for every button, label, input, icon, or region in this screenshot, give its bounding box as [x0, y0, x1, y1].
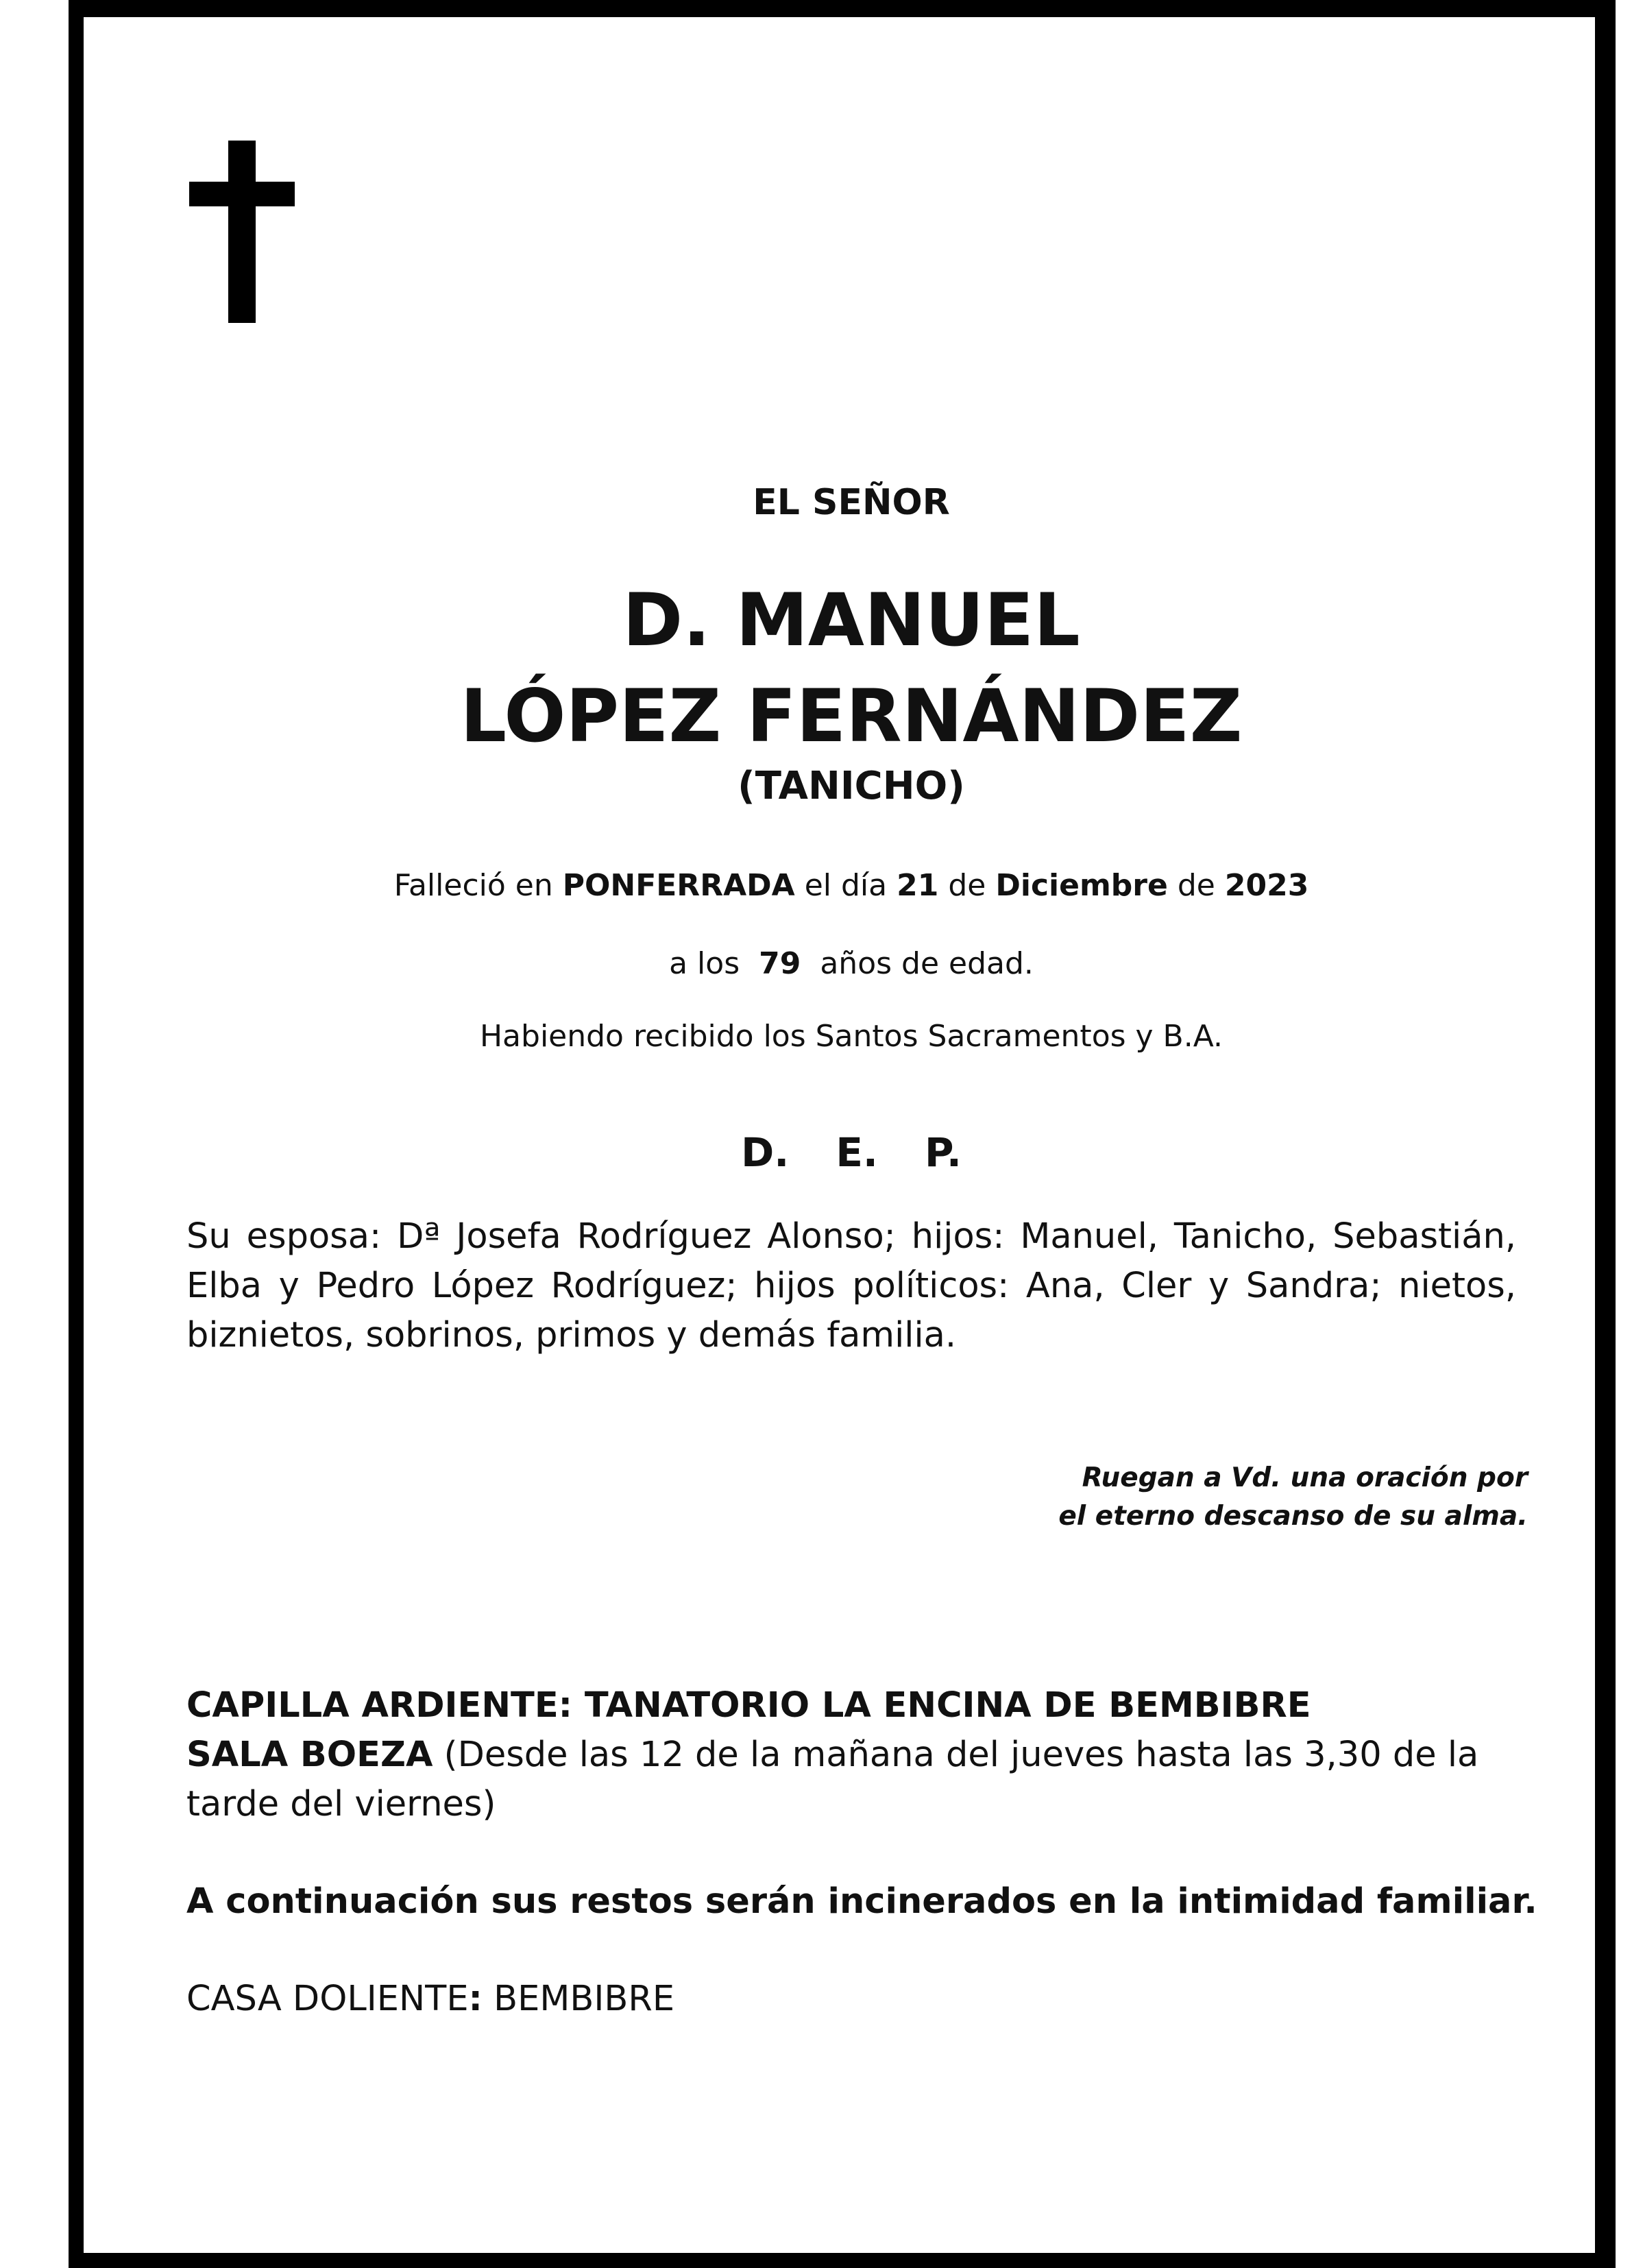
house-info: CASA DOLIENTE: BEMBIBRE: [186, 1979, 675, 2019]
death-month: Diciembre: [995, 868, 1168, 903]
chapel-label: CAPILLA ARDIENTE: [186, 1685, 559, 1726]
deceased-nickname: (TANICHO): [738, 764, 965, 808]
house-value: BEMBIBRE: [494, 1979, 675, 2019]
death-day: 21: [897, 868, 939, 903]
death-city: PONFERRADA: [562, 868, 795, 903]
honorific: EL SEÑOR: [753, 482, 950, 523]
cremation-notice: A continuación sus restos serán incinerados en la intimidad familiar.: [186, 1881, 1537, 1922]
deceased-name-line1: D. MANUEL: [622, 578, 1080, 662]
sacraments-text: Habiendo recibido los Santos Sacramentos y B.A.: [479, 1019, 1223, 1054]
death-year: 2023: [1224, 868, 1309, 903]
cross-icon: [189, 141, 295, 323]
chapel-place: TANATORIO LA ENCINA DE BEMBIBRE: [584, 1685, 1311, 1726]
rip-abbreviation: D. E. P.: [741, 1129, 962, 1176]
chapel-room: SALA BOEZA: [186, 1735, 433, 1775]
chapel-hours: (Desde las 12 de la mañana del jueves hasta las 3,30 de la tarde del viernes): [186, 1735, 1479, 1824]
death-info: Falleció en PONFERRADA el día 21 de Diciembre de 2023: [393, 868, 1309, 903]
deceased-name-line2: LÓPEZ FERNÁNDEZ: [460, 674, 1243, 758]
prayer-request: Ruegan a Vd. una oración por el eterno descanso de su alma.: [1058, 1462, 1528, 1532]
age-value: 79: [759, 946, 801, 981]
house-label: CASA DOLIENTE: [186, 1979, 469, 2019]
age-info: a los 79 años de edad.: [669, 946, 1034, 981]
family-text: Su esposa: Dª Josefa Rodríguez Alonso; hijos: Manuel, Tanicho, Sebastián, Elba y Pedro López Rodríguez; hijos políticos: Ana, Cler y Sandra; nietos, biznietos, sobrinos, primos y demás familia.: [186, 1216, 1516, 1355]
chapel-info: CAPILLA ARDIENTE: TANATORIO LA ENCINA DE BEMBIBRE SALA BOEZA (Desde las 12 de la mañana del jueves hasta las 3,30 de la tarde del viernes): [186, 1685, 1479, 1824]
